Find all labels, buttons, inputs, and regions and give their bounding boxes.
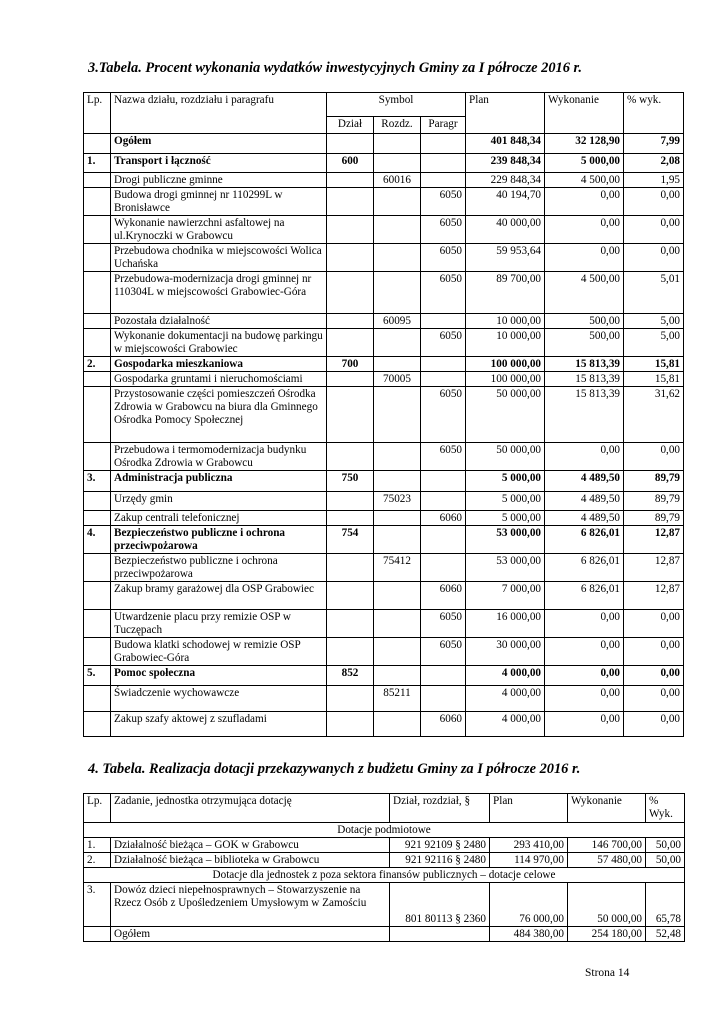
header-row: [84, 794, 685, 823]
row-pct: 12,87: [624, 554, 684, 582]
row-pct: 5,01: [624, 272, 684, 314]
row-wykonanie: 15 813,39: [545, 372, 624, 387]
row-paragraf: [421, 666, 466, 686]
row-lp: [84, 443, 111, 471]
row-rozdz: [374, 582, 421, 610]
row-lp: [84, 511, 111, 526]
row-name: Budowa drogi gminnej nr 110299L w Bronisławce: [111, 188, 327, 216]
row-wykonanie: 146 700,00: [568, 838, 646, 853]
section-row: [84, 666, 684, 686]
row-plan: 53 000,00: [466, 554, 545, 582]
row-rozdz: 75023: [374, 492, 421, 511]
row-rozdz: [374, 666, 421, 686]
row-rozdz: 60016: [374, 173, 421, 188]
section-row: [84, 823, 685, 838]
row-plan: 50 000,00: [466, 387, 545, 443]
row-task: Działalność bieżąca – GOK w Grabowcu: [111, 838, 390, 853]
header-lp: Lp.: [84, 93, 111, 134]
table3-title: 3.Tabela. Procent wykonania wydatków inwestycyjnych Gminy za I półrocze 2016 r.: [88, 60, 582, 76]
row-wykonanie: 4 489,50: [545, 511, 624, 526]
row-name: Bezpieczeństwo publiczne i ochrona przeciwpożarowa: [111, 554, 327, 582]
row-name: Wykonanie dokumentacji na budowę parkingu w miejscowości Grabowiec: [111, 329, 327, 357]
row-rozdz: [374, 526, 421, 554]
investment-expenditure-table: [83, 92, 684, 737]
row-paragraf: 6050: [421, 443, 466, 471]
total-wykonanie: 254 180,00: [568, 927, 646, 942]
row-plan: 100 000,00: [466, 372, 545, 387]
row-pct: 31,62: [624, 387, 684, 443]
row-pct: 0,00: [624, 216, 684, 244]
row-lp: 1.: [84, 154, 111, 173]
row-lp: 2.: [84, 357, 111, 372]
row-plan: 50 000,00: [466, 443, 545, 471]
row-rozdz: [374, 511, 421, 526]
row-rozdz: [374, 244, 421, 272]
table-row: [84, 712, 684, 737]
row-wykonanie: 0,00: [545, 712, 624, 737]
row-rozdz: [374, 638, 421, 666]
row-plan: 59 953,64: [466, 244, 545, 272]
row-name: Zakup bramy garażowej dla OSP Grabowiec: [111, 582, 327, 610]
row-rozdz: [374, 443, 421, 471]
row-plan: 40 000,00: [466, 216, 545, 244]
row-paragraf: [421, 134, 466, 154]
row-paragraf: [421, 372, 466, 387]
row-plan: 4 000,00: [466, 686, 545, 712]
row-plan: 7 000,00: [466, 582, 545, 610]
row-dzial: [327, 511, 374, 526]
row-lp: 3.: [84, 883, 111, 927]
row-wykonanie: 0,00: [545, 686, 624, 712]
row-lp: [84, 492, 111, 511]
table4-title: 4. Tabela. Realizacja dotacji przekazywanych z budżetu Gminy za I półrocze 2016 r.: [88, 761, 581, 777]
table-row: [84, 838, 685, 853]
row-paragraf: [421, 526, 466, 554]
row-plan: 5 000,00: [466, 471, 545, 492]
row-plan: 4 000,00: [466, 712, 545, 737]
row-pct: 0,00: [624, 244, 684, 272]
header-wykonanie: Wykonanie: [568, 794, 646, 823]
header-rozdz: Rozdz.: [374, 117, 421, 134]
section-row: [84, 357, 684, 372]
row-wykonanie: 4 500,00: [545, 272, 624, 314]
row-name: Gospodarka mieszkaniowa: [111, 357, 327, 372]
row-name: Bezpieczeństwo publiczne i ochrona przeciwpożarowa: [111, 526, 327, 554]
row-wykonanie: 4 500,00: [545, 173, 624, 188]
row-wykonanie: 6 826,01: [545, 554, 624, 582]
row-plan: 229 848,34: [466, 173, 545, 188]
row-paragraf: [421, 154, 466, 173]
row-name: Gospodarka gruntami i nieruchomościami: [111, 372, 327, 387]
table-row: [84, 582, 684, 610]
row-rozdz: [374, 387, 421, 443]
row-lp: [84, 216, 111, 244]
row-paragraf: 6050: [421, 638, 466, 666]
row-lp: [84, 712, 111, 737]
section-row: [84, 134, 684, 154]
section-row: [84, 526, 684, 554]
row-pct: 0,00: [624, 666, 684, 686]
row-rozdz: [374, 357, 421, 372]
row-lp: 3.: [84, 471, 111, 492]
row-rozdz: 85211: [374, 686, 421, 712]
row-plan: 401 848,34: [466, 134, 545, 154]
row-plan: 239 848,34: [466, 154, 545, 173]
row-wykonanie: 500,00: [545, 329, 624, 357]
row-rozdz: [374, 134, 421, 154]
section-row: [84, 154, 684, 173]
row-wykonanie: 4 489,50: [545, 471, 624, 492]
row-wykonanie: 6 826,01: [545, 526, 624, 554]
row-name: Wykonanie nawierzchni asfaltowej na ul.Krynoczki w Grabowcu: [111, 216, 327, 244]
row-lp: [84, 638, 111, 666]
row-wykonanie: 500,00: [545, 314, 624, 329]
subsidies-table: [83, 793, 685, 942]
row-dzial: [327, 443, 374, 471]
row-dzial: [327, 712, 374, 737]
row-pct: 12,87: [624, 582, 684, 610]
total-row: [84, 927, 685, 942]
row-rozdz: [374, 610, 421, 638]
header-row: [84, 93, 684, 117]
row-paragraf: [421, 471, 466, 492]
row-wykonanie: 6 826,01: [545, 582, 624, 610]
section-row: [84, 471, 684, 492]
row-name: Urzędy gmin: [111, 492, 327, 511]
table-row: [84, 511, 684, 526]
row-paragraf: 6050: [421, 244, 466, 272]
row-lp: [84, 610, 111, 638]
row-plan: 76 000,00: [490, 883, 568, 927]
row-lp: [84, 134, 111, 154]
row-pct: 5,00: [624, 314, 684, 329]
row-paragraf: [421, 492, 466, 511]
row-wykonanie: 4 489,50: [545, 492, 624, 511]
row-dzial: [327, 188, 374, 216]
row-pct: 0,00: [624, 638, 684, 666]
row-lp: [84, 188, 111, 216]
row-lp: [84, 173, 111, 188]
row-wykonanie: 0,00: [545, 638, 624, 666]
row-lp: 1.: [84, 838, 111, 853]
row-rozdz: [374, 154, 421, 173]
row-wykonanie: 5 000,00: [545, 154, 624, 173]
row-wykonanie: 0,00: [545, 216, 624, 244]
table-row: [84, 216, 684, 244]
row-rozdz: 70005: [374, 372, 421, 387]
row-lp: [84, 554, 111, 582]
row-name: Pomoc społeczna: [111, 666, 327, 686]
table-row: [84, 443, 684, 471]
row-dzial: 754: [327, 526, 374, 554]
header-wykonanie: Wykonanie: [545, 93, 624, 134]
row-dzial: [327, 582, 374, 610]
row-wykonanie: 0,00: [545, 244, 624, 272]
row-wykonanie: 0,00: [545, 443, 624, 471]
row-wykonanie: 15 813,39: [545, 357, 624, 372]
row-pct: 50,00: [646, 853, 685, 868]
row-dzial: [327, 610, 374, 638]
row-classification: 921 92109 § 2480: [390, 838, 490, 853]
row-wykonanie: 0,00: [545, 666, 624, 686]
header-plan: Plan: [466, 93, 545, 134]
row-rozdz: [374, 188, 421, 216]
row-paragraf: [421, 314, 466, 329]
row-pct: 89,79: [624, 511, 684, 526]
row-rozdz: [374, 712, 421, 737]
section-dotacje-podmiotowe: Dotacje podmiotowe: [84, 823, 685, 838]
header-dzial: Dział: [327, 117, 374, 134]
table-row: [84, 188, 684, 216]
row-name: Świadczenie wychowawcze: [111, 686, 327, 712]
header-task: Zadanie, jednostka otrzymująca dotację: [111, 794, 390, 823]
row-wykonanie: 15 813,39: [545, 387, 624, 443]
row-name: Drogi publiczne gminne: [111, 173, 327, 188]
row-paragraf: 6050: [421, 329, 466, 357]
row-lp: [84, 387, 111, 443]
row-pct: 15,81: [624, 372, 684, 387]
row-pct: 12,87: [624, 526, 684, 554]
row-dzial: [327, 554, 374, 582]
row-lp: [84, 686, 111, 712]
row-plan: 10 000,00: [466, 329, 545, 357]
row-pct: 15,81: [624, 357, 684, 372]
table-row: [84, 372, 684, 387]
row-pct: 2,08: [624, 154, 684, 173]
row-paragraf: 6050: [421, 387, 466, 443]
row-plan: 89 700,00: [466, 272, 545, 314]
table-row: [84, 244, 684, 272]
row-lp: 4.: [84, 526, 111, 554]
row-rozdz: [374, 329, 421, 357]
row-lp: [84, 244, 111, 272]
row-plan: 16 000,00: [466, 610, 545, 638]
row-paragraf: 6050: [421, 610, 466, 638]
row-rozdz: [374, 471, 421, 492]
row-plan: 5 000,00: [466, 492, 545, 511]
table-row: [84, 492, 684, 511]
row-plan: 114 970,00: [490, 853, 568, 868]
row-wykonanie: 50 000,00: [568, 883, 646, 927]
table-row: [84, 853, 685, 868]
header-symbol: Symbol: [327, 93, 466, 117]
header-pct: % wyk.: [624, 93, 684, 134]
header-pct: % Wyk.: [646, 794, 685, 823]
row-dzial: 750: [327, 471, 374, 492]
table-row: [84, 387, 684, 443]
row-dzial: [327, 372, 374, 387]
row-classification: 921 92116 § 2480: [390, 853, 490, 868]
row-wykonanie: 32 128,90: [545, 134, 624, 154]
row-pct: 0,00: [624, 686, 684, 712]
row-rozdz: [374, 216, 421, 244]
row-plan: 4 000,00: [466, 666, 545, 686]
table-row: [84, 883, 685, 927]
row-name: Budowa klatki schodowej w remizie OSP Grabowiec-Góra: [111, 638, 327, 666]
row-paragraf: 6050: [421, 216, 466, 244]
header-plan: Plan: [490, 794, 568, 823]
row-pct: 5,00: [624, 329, 684, 357]
row-plan: 53 000,00: [466, 526, 545, 554]
row-pct: 7,99: [624, 134, 684, 154]
table-row: [84, 610, 684, 638]
row-name: Przebudowa-modernizacja drogi gminnej nr 110304L w miejscowości Grabowiec-Góra: [111, 272, 327, 314]
row-dzial: [327, 492, 374, 511]
row-dzial: [327, 329, 374, 357]
row-dzial: 852: [327, 666, 374, 686]
row-name: Przebudowa chodnika w miejscowości Wolica Uchańska: [111, 244, 327, 272]
row-lp: 5.: [84, 666, 111, 686]
row-name: Przebudowa i termomodernizacja budynku Ośrodka Zdrowia w Grabowcu: [111, 443, 327, 471]
row-paragraf: 6060: [421, 582, 466, 610]
row-name: Przystosowanie części pomieszczeń Ośrodka Zdrowia w Grabowcu na biura dla Gminnego Ośrodka Pomocy Społecznej: [111, 387, 327, 443]
row-wykonanie: 57 480,00: [568, 853, 646, 868]
row-dzial: [327, 638, 374, 666]
row-pct: 0,00: [624, 712, 684, 737]
row-paragraf: [421, 554, 466, 582]
table-row: [84, 686, 684, 712]
row-name: Transport i łączność: [111, 154, 327, 173]
page-number: Strona 14: [585, 967, 630, 979]
row-lp: [84, 314, 111, 329]
row-name: Utwardzenie placu przy remizie OSP w Tuczępach: [111, 610, 327, 638]
row-paragraf: 6060: [421, 511, 466, 526]
row-dzial: [327, 173, 374, 188]
row-pct: 0,00: [624, 188, 684, 216]
row-pct: 65,78: [646, 883, 685, 927]
table-row: [84, 638, 684, 666]
row-plan: 5 000,00: [466, 511, 545, 526]
row-name: Pozostała działalność: [111, 314, 327, 329]
header-name: Nazwa działu, rozdziału i paragrafu: [111, 93, 327, 134]
row-dzial: [327, 686, 374, 712]
row-task: Działalność bieżąca – biblioteka w Grabowcu: [111, 853, 390, 868]
row-plan: 30 000,00: [466, 638, 545, 666]
row-pct: 89,79: [624, 471, 684, 492]
row-paragraf: [421, 357, 466, 372]
row-task: Dowóz dzieci niepełnosprawnych – Stowarzyszenie na Rzecz Osób z Upośledzeniem Umysłowym w Zamościu: [111, 883, 390, 927]
row-wykonanie: 0,00: [545, 610, 624, 638]
row-paragraf: 6050: [421, 188, 466, 216]
row-paragraf: [421, 686, 466, 712]
header-classification: Dział, rozdział, §: [390, 794, 490, 823]
total-classification: [390, 927, 490, 942]
row-name: Administracja publiczna: [111, 471, 327, 492]
row-pct: 89,79: [624, 492, 684, 511]
table-row: [84, 314, 684, 329]
row-rozdz: 60095: [374, 314, 421, 329]
row-dzial: [327, 314, 374, 329]
total-label: Ogółem: [111, 927, 390, 942]
row-dzial: [327, 387, 374, 443]
row-lp: [84, 272, 111, 314]
row-plan: 100 000,00: [466, 357, 545, 372]
row-paragraf: [421, 173, 466, 188]
section-row: [84, 868, 685, 883]
row-pct: 50,00: [646, 838, 685, 853]
row-dzial: 600: [327, 154, 374, 173]
row-lp: [84, 329, 111, 357]
table-row: [84, 173, 684, 188]
row-dzial: 700: [327, 357, 374, 372]
row-dzial: [327, 216, 374, 244]
row-rozdz: 75412: [374, 554, 421, 582]
row-plan: 10 000,00: [466, 314, 545, 329]
table3-body: [84, 134, 684, 737]
row-pct: 0,00: [624, 443, 684, 471]
row-plan: 40 194,70: [466, 188, 545, 216]
table-row: [84, 329, 684, 357]
row-pct: 0,00: [624, 610, 684, 638]
row-name: Ogółem: [111, 134, 327, 154]
total-lp: [84, 927, 111, 942]
row-lp: [84, 582, 111, 610]
row-dzial: [327, 244, 374, 272]
total-plan: 484 380,00: [490, 927, 568, 942]
row-pct: 1,95: [624, 173, 684, 188]
row-name: Zakup centrali telefonicznej: [111, 511, 327, 526]
row-name: Zakup szafy aktowej z szufladami: [111, 712, 327, 737]
header-lp: Lp.: [84, 794, 111, 823]
row-dzial: [327, 134, 374, 154]
section-dotacje-celowe: Dotacje dla jednostek z poza sektora finansów publicznych – dotacje celowe: [84, 868, 685, 883]
row-paragraf: 6060: [421, 712, 466, 737]
row-dzial: [327, 272, 374, 314]
row-paragraf: 6050: [421, 272, 466, 314]
table-row: [84, 554, 684, 582]
row-plan: 293 410,00: [490, 838, 568, 853]
table-row: [84, 272, 684, 314]
row-lp: 2.: [84, 853, 111, 868]
row-classification: 801 80113 § 2360: [390, 883, 490, 927]
row-lp: [84, 372, 111, 387]
row-rozdz: [374, 272, 421, 314]
total-pct: 52,48: [646, 927, 685, 942]
row-wykonanie: 0,00: [545, 188, 624, 216]
header-paragr: Paragr: [421, 117, 466, 134]
